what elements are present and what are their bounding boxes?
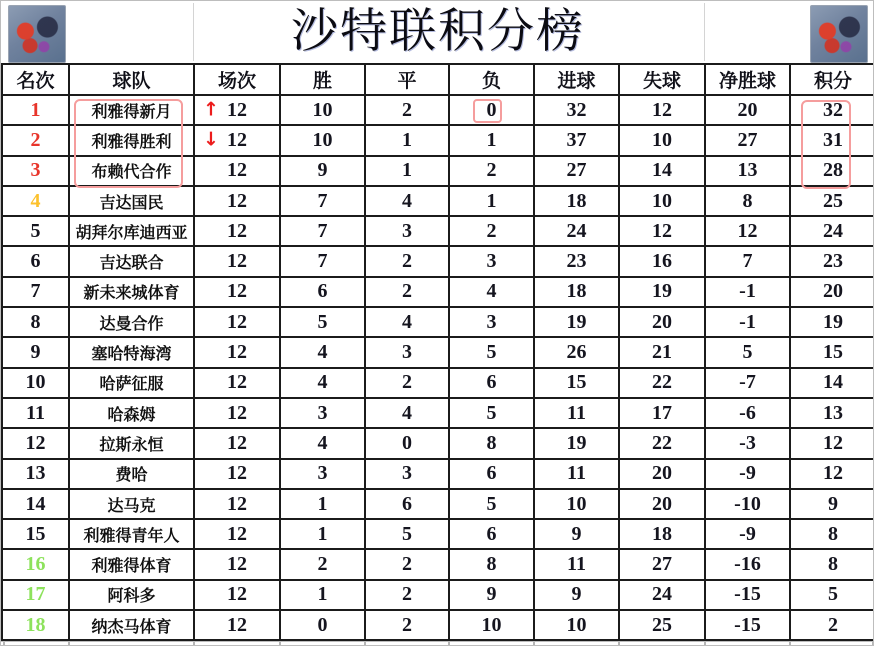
lost-cell: 0	[449, 95, 534, 125]
played-cell: 12	[194, 580, 280, 610]
played-cell: 12	[194, 337, 280, 367]
goals-for-cell: 37	[534, 125, 619, 155]
points-cell: 19	[790, 307, 874, 337]
team-cell: 纳杰马体育	[69, 610, 194, 640]
played-value: 12	[227, 128, 247, 151]
played-cell: 12	[194, 459, 280, 489]
goal-diff-cell: -1	[705, 277, 790, 307]
lost-cell: 1	[449, 186, 534, 216]
rank-cell: 7	[2, 277, 69, 307]
table-row	[2, 368, 874, 398]
points-cell: 2	[790, 610, 874, 640]
goals-for-cell: 32	[534, 95, 619, 125]
won-cell: 7	[280, 216, 365, 246]
lost-cell: 5	[449, 398, 534, 428]
table-row	[2, 125, 874, 155]
goal-diff-cell: -15	[705, 580, 790, 610]
rank-cell: 16	[2, 549, 69, 579]
bottom-edge-line	[1, 641, 874, 642]
played-value: 12	[227, 98, 247, 121]
team-cell: 布赖代合作	[69, 156, 194, 186]
table-row	[2, 95, 874, 125]
goal-diff-cell: 8	[705, 186, 790, 216]
played-cell: 12	[194, 216, 280, 246]
won-cell: 6	[280, 277, 365, 307]
rank-cell: 6	[2, 246, 69, 276]
lost-cell: 9	[449, 580, 534, 610]
table-body	[2, 95, 874, 640]
goals-for-cell: 10	[534, 489, 619, 519]
goals-for-cell: 10	[534, 610, 619, 640]
goal-diff-cell: -3	[705, 428, 790, 458]
drawn-cell: 4	[365, 307, 449, 337]
table-row	[2, 610, 874, 640]
gridline-stub	[193, 642, 195, 646]
goals-against-cell: 10	[619, 125, 705, 155]
goal-diff-cell: 20	[705, 95, 790, 125]
rank-cell: 11	[2, 398, 69, 428]
points-cell: 31	[790, 125, 874, 155]
title-strip	[1, 1, 874, 63]
team-cell: 阿科多	[69, 580, 194, 610]
trend-up-icon: ↑	[203, 98, 219, 121]
points-cell: 32	[790, 95, 874, 125]
column-header: 胜	[280, 64, 365, 95]
won-cell: 1	[280, 519, 365, 549]
table-row	[2, 156, 874, 186]
points-cell: 28	[790, 156, 874, 186]
goals-against-cell: 19	[619, 277, 705, 307]
column-header: 失球	[619, 64, 705, 95]
team-cell: 新未来城体育	[69, 277, 194, 307]
column-header: 进球	[534, 64, 619, 95]
table-row	[2, 307, 874, 337]
lost-cell: 4	[449, 277, 534, 307]
goals-for-cell: 18	[534, 277, 619, 307]
goals-against-cell: 22	[619, 428, 705, 458]
won-cell: 4	[280, 337, 365, 367]
team-cell: 吉达国民	[69, 186, 194, 216]
gridline-stub	[364, 642, 366, 646]
goals-against-cell: 24	[619, 580, 705, 610]
rank-cell: 13	[2, 459, 69, 489]
team-cell: 达曼合作	[69, 307, 194, 337]
points-cell: 15	[790, 337, 874, 367]
gridline-stub	[618, 642, 620, 646]
rank-cell: 8	[2, 307, 69, 337]
goals-for-cell: 15	[534, 368, 619, 398]
goals-against-cell: 17	[619, 398, 705, 428]
team-cell: 塞哈特海湾	[69, 337, 194, 367]
drawn-cell: 2	[365, 549, 449, 579]
rank-cell: 1	[2, 95, 69, 125]
points-cell: 14	[790, 368, 874, 398]
column-header: 积分	[790, 64, 874, 95]
won-cell: 3	[280, 398, 365, 428]
played-cell: 12	[194, 307, 280, 337]
rank-cell: 2	[2, 125, 69, 155]
drawn-cell: 2	[365, 246, 449, 276]
table-row	[2, 216, 874, 246]
goals-against-cell: 10	[619, 186, 705, 216]
team-cell: 利雅得胜利	[69, 125, 194, 155]
goals-for-cell: 11	[534, 549, 619, 579]
points-cell: 8	[790, 519, 874, 549]
rank-cell: 9	[2, 337, 69, 367]
won-cell: 3	[280, 459, 365, 489]
drawn-cell: 1	[365, 156, 449, 186]
points-cell: 20	[790, 277, 874, 307]
played-cell: 12	[194, 156, 280, 186]
played-cell: 12	[194, 186, 280, 216]
gridline-stub	[68, 642, 70, 646]
goals-against-cell: 20	[619, 459, 705, 489]
goal-diff-cell: -7	[705, 368, 790, 398]
played-cell: 12	[194, 277, 280, 307]
goals-for-cell: 27	[534, 156, 619, 186]
rank-cell: 5	[2, 216, 69, 246]
page-title: 沙特联积分榜	[291, 6, 585, 58]
team-cell: 哈萨征服	[69, 368, 194, 398]
goal-diff-cell: -16	[705, 549, 790, 579]
rank-cell: 4	[2, 186, 69, 216]
goals-against-cell: 27	[619, 549, 705, 579]
played-cell: 12	[194, 610, 280, 640]
column-header: 场次	[194, 64, 280, 95]
won-cell: 7	[280, 186, 365, 216]
goals-against-cell: 25	[619, 610, 705, 640]
team-cell: 哈森姆	[69, 398, 194, 428]
played-cell: 12	[194, 368, 280, 398]
goals-for-cell: 19	[534, 307, 619, 337]
trend-down-icon: ↓	[203, 128, 219, 151]
won-cell: 7	[280, 246, 365, 276]
goal-diff-cell: 13	[705, 156, 790, 186]
played-cell: 12	[194, 549, 280, 579]
won-cell: 10	[280, 95, 365, 125]
goal-diff-cell: -9	[705, 519, 790, 549]
won-cell: 5	[280, 307, 365, 337]
drawn-cell: 2	[365, 368, 449, 398]
table-row	[2, 428, 874, 458]
team-cell: 利雅得体育	[69, 549, 194, 579]
goals-against-cell: 12	[619, 95, 705, 125]
goal-diff-cell: 27	[705, 125, 790, 155]
rank-cell: 14	[2, 489, 69, 519]
points-cell: 9	[790, 489, 874, 519]
lost-cell: 6	[449, 519, 534, 549]
table-row	[2, 580, 874, 610]
played-cell: 12	[194, 519, 280, 549]
team-cell: 费哈	[69, 459, 194, 489]
lost-cell: 10	[449, 610, 534, 640]
goals-for-cell: 9	[534, 519, 619, 549]
table-row	[2, 186, 874, 216]
drawn-cell: 4	[365, 186, 449, 216]
played-cell: 12	[194, 398, 280, 428]
team-cell: 胡拜尔库迪西亚	[69, 216, 194, 246]
drawn-cell: 5	[365, 519, 449, 549]
column-header: 球队	[69, 64, 194, 95]
standings-table	[1, 63, 874, 641]
column-header: 净胜球	[705, 64, 790, 95]
table-row	[2, 519, 874, 549]
points-cell: 12	[790, 428, 874, 458]
goal-diff-cell: -6	[705, 398, 790, 428]
lost-cell: 6	[449, 368, 534, 398]
played-cell: 12	[194, 246, 280, 276]
points-cell: 8	[790, 549, 874, 579]
played-cell: 12	[194, 489, 280, 519]
drawn-cell: 2	[365, 95, 449, 125]
goals-for-cell: 23	[534, 246, 619, 276]
played-cell	[194, 95, 280, 125]
won-cell: 10	[280, 125, 365, 155]
goals-against-cell: 21	[619, 337, 705, 367]
rank-cell: 18	[2, 610, 69, 640]
goal-diff-cell: -15	[705, 610, 790, 640]
goals-against-cell: 20	[619, 307, 705, 337]
team-cell: 利雅得青年人	[69, 519, 194, 549]
drawn-cell: 0	[365, 428, 449, 458]
column-header: 平	[365, 64, 449, 95]
drawn-cell: 4	[365, 398, 449, 428]
table-row	[2, 398, 874, 428]
team-cell: 达马克	[69, 489, 194, 519]
goals-against-cell: 12	[619, 216, 705, 246]
goal-diff-cell: 12	[705, 216, 790, 246]
rank-cell: 15	[2, 519, 69, 549]
team-cell: 拉斯永恒	[69, 428, 194, 458]
gridline-stub	[279, 642, 281, 646]
lost-cell: 5	[449, 337, 534, 367]
won-cell: 4	[280, 368, 365, 398]
goal-diff-cell: -10	[705, 489, 790, 519]
rank-cell: 3	[2, 156, 69, 186]
goals-against-cell: 20	[619, 489, 705, 519]
lost-cell: 5	[449, 489, 534, 519]
lost-cell: 2	[449, 216, 534, 246]
lost-cell: 1	[449, 125, 534, 155]
table-row	[2, 277, 874, 307]
table-header	[2, 64, 874, 95]
table-row	[2, 459, 874, 489]
rank-cell: 17	[2, 580, 69, 610]
lost-cell: 8	[449, 549, 534, 579]
drawn-cell: 1	[365, 125, 449, 155]
goal-diff-cell: -9	[705, 459, 790, 489]
points-cell: 13	[790, 398, 874, 428]
goals-against-cell: 14	[619, 156, 705, 186]
header-row	[2, 64, 874, 95]
points-cell: 5	[790, 580, 874, 610]
gridline-stub	[533, 642, 535, 646]
drawn-cell: 2	[365, 277, 449, 307]
points-cell: 12	[790, 459, 874, 489]
goals-for-cell: 9	[534, 580, 619, 610]
team-cell: 吉达联合	[69, 246, 194, 276]
team-cell: 利雅得新月	[69, 95, 194, 125]
drawn-cell: 3	[365, 216, 449, 246]
gridline-stub	[704, 642, 706, 646]
goals-for-cell: 11	[534, 398, 619, 428]
goal-diff-cell: 5	[705, 337, 790, 367]
lost-cell: 6	[449, 459, 534, 489]
drawn-cell: 2	[365, 610, 449, 640]
points-cell: 25	[790, 186, 874, 216]
won-cell: 1	[280, 489, 365, 519]
won-cell: 2	[280, 549, 365, 579]
drawn-cell: 2	[365, 580, 449, 610]
goals-against-cell: 18	[619, 519, 705, 549]
points-cell: 24	[790, 216, 874, 246]
table-row	[2, 549, 874, 579]
column-header: 名次	[2, 64, 69, 95]
gridline-stub	[789, 642, 791, 646]
played-cell: 12	[194, 428, 280, 458]
column-header: 负	[449, 64, 534, 95]
lost-cell: 3	[449, 246, 534, 276]
won-cell: 1	[280, 580, 365, 610]
played-cell	[194, 125, 280, 155]
rank-cell: 12	[2, 428, 69, 458]
lost-cell: 2	[449, 156, 534, 186]
goals-for-cell: 18	[534, 186, 619, 216]
goals-against-cell: 22	[619, 368, 705, 398]
drawn-cell: 3	[365, 337, 449, 367]
goals-against-cell: 16	[619, 246, 705, 276]
goals-for-cell: 24	[534, 216, 619, 246]
gridline-stub	[3, 642, 5, 646]
drawn-cell: 3	[365, 459, 449, 489]
table-row	[2, 337, 874, 367]
gridline-stub	[448, 642, 450, 646]
points-cell: 23	[790, 246, 874, 276]
goals-for-cell: 11	[534, 459, 619, 489]
lost-cell: 3	[449, 307, 534, 337]
goal-diff-cell: 7	[705, 246, 790, 276]
won-cell: 0	[280, 610, 365, 640]
won-cell: 4	[280, 428, 365, 458]
lost-cell: 8	[449, 428, 534, 458]
won-cell: 9	[280, 156, 365, 186]
table-row	[2, 489, 874, 519]
table-row	[2, 246, 874, 276]
goals-for-cell: 19	[534, 428, 619, 458]
goal-diff-cell: -1	[705, 307, 790, 337]
drawn-cell: 6	[365, 489, 449, 519]
goals-for-cell: 26	[534, 337, 619, 367]
rank-cell: 10	[2, 368, 69, 398]
